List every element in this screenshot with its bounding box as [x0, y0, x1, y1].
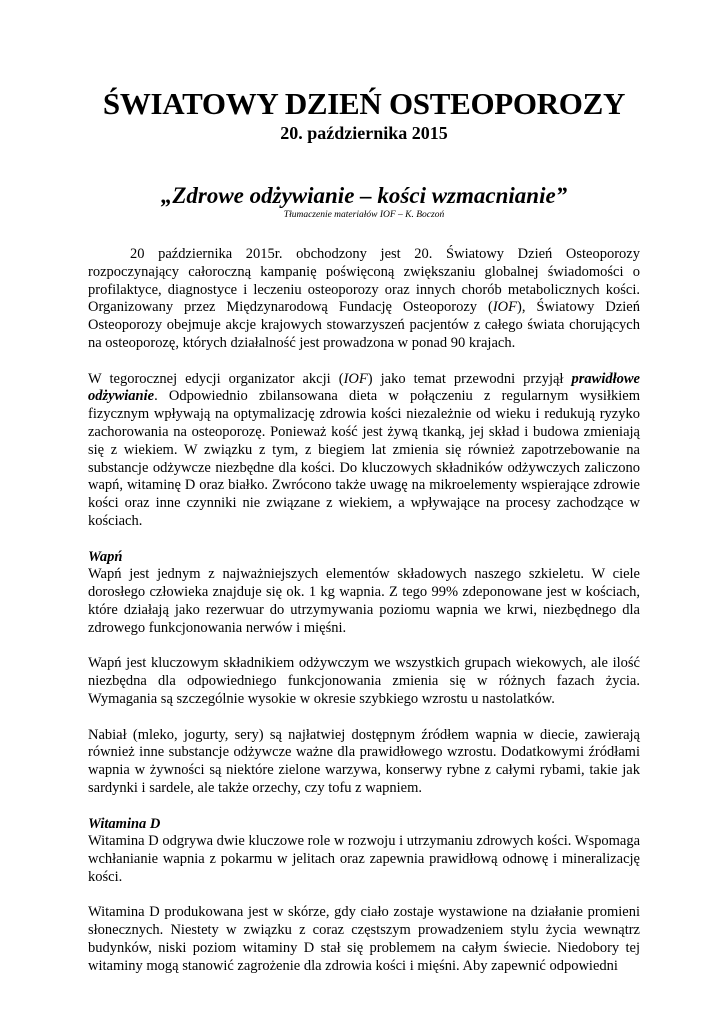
intro-p1-text-b: ), Światowy Dzień Osteoporozy obejmuje akcje krajowych stowarzyszeń pacjentów z całego świata chorujących na osteoporozę, których działalność jest prowadzona w ponad 90 krajach.	[88, 299, 640, 351]
intro-p2-text-c: . Odpowiednio zbilansowana dieta w połączeniu z regularnym wysiłkiem fizycznym wpływają na optymalizację zdrowia kości niezależnie od wieku i redukują ryzyko zachorowania na osteoporozę. Ponieważ kość jest żywą tkanką, jej skład i budowa zmieniają się z wiekiem. W związku z tym, z biegiem lat zmienia się również zapotrzebowanie na substancje odżywcze niezbędne dla kości. Do kluczowych składników odżywczych zaliczono wapń, witaminę D oraz białko. Zwrócono także uwagę na mikroelementy wspierające zdrowie kości oraz inne czynniki nie związane z wiekiem, a wpływające na procesy zachodzące w kościach.	[88, 388, 640, 529]
document-date: 20. października 2015	[280, 123, 448, 143]
document-title: ŚWIATOWY DZIEŃ OSTEOPOROZY	[102, 86, 626, 121]
document-page	[88, 86, 640, 976]
calcium-paragraph-3: Nabiał (mleko, jogurty, sery) są najłatwiej dostępnym źródłem wapnia w diecie, zawierają również inne substancje odżywcze ważne dla prawidłowego wzrostu. Dodatkowymi źródłami wapnia w żywności są niektóre zielone warzywa, konserwy rybne z całymi rybami, takie jak sardynki i sardele, ale także orzechy, czy tofu z wapniem.	[88, 726, 640, 796]
vitamin-d-paragraph-2: Witamina D produkowana jest w skórze, gdy ciało zostaje wystawione na działanie promieni słonecznych. Niestety w związku z coraz częstszym prowadzeniem stylu życia wewnątrz budynków, niski poziom witaminy D stał się problemem na całym świecie. Niedobory tej witaminy mogą stanowić zagrożenie dla zdrowia kości i mięśni. Aby zapewnić odpowiedni	[88, 904, 640, 974]
document-subtitle: „Zdrowe odżywianie – kości wzmacnianie”	[160, 183, 568, 208]
section-heading-vitamin-d: Witamina D	[88, 815, 161, 832]
intro-paragraph-2	[88, 371, 640, 531]
intro-paragraph-1	[88, 246, 640, 353]
intro-p2-text-b: ) jako temat przewodni przyjął	[367, 370, 572, 387]
intro-p2-iof: IOF	[343, 370, 368, 387]
vitamin-d-paragraph-1: Witamina D odgrywa dwie kluczowe role w rozwoju i utrzymaniu zdrowych kości. Wspomaga wchłanianie wapnia z pokarmu w jelitach oraz zapewnia prawidłową odnowę i mineralizację kości.	[88, 833, 641, 885]
calcium-paragraph-1: Wapń jest jednym z najważniejszych elementów składowych naszego szkieletu. W ciele dorosłego człowieka znajduje się ok. 1 kg wapnia. Z tego 99% zdeponowane jest w kościach, które działają jako rezerwuar do utrzymywania poziomu wapnia we krwi, niezbędnego dla zdrowego funkcjonowania nerwów i mięśni.	[88, 566, 640, 636]
intro-p1-iof: IOF	[492, 299, 517, 316]
calcium-paragraph-2: Wapń jest kluczowym składnikiem odżywczym we wszystkich grupach wiekowych, ale ilość niezbędna dla odpowiedniego funkcjonowania zmienia się w różnych fazach życia. Wymagania są szczególnie wysokie w okresie szybkiego wzrostu u nastolatków.	[88, 655, 640, 707]
intro-p1-text-a: 20 października 2015r. obchodzony jest 20. Światowy Dzień Osteoporozy rozpoczynający całoroczną kampanię poświęconą zwiększaniu globalnej świadomości o profilaktyce, diagnostyce i leczeniu osteoporozy oraz innych chorób metabolicznych kości. Organizowany przez Międzynarodową Fundację Osteoporozy (	[88, 246, 640, 316]
intro-p2-text-a: W tegorocznej edycji organizator akcji (	[88, 370, 344, 387]
intro-p2-emphasis: prawidłowe odżywianie	[88, 370, 640, 405]
translation-credit: Tłumaczenie materiałów IOF – K. Boczoń	[283, 210, 445, 220]
section-heading-calcium: Wapń	[88, 548, 123, 565]
